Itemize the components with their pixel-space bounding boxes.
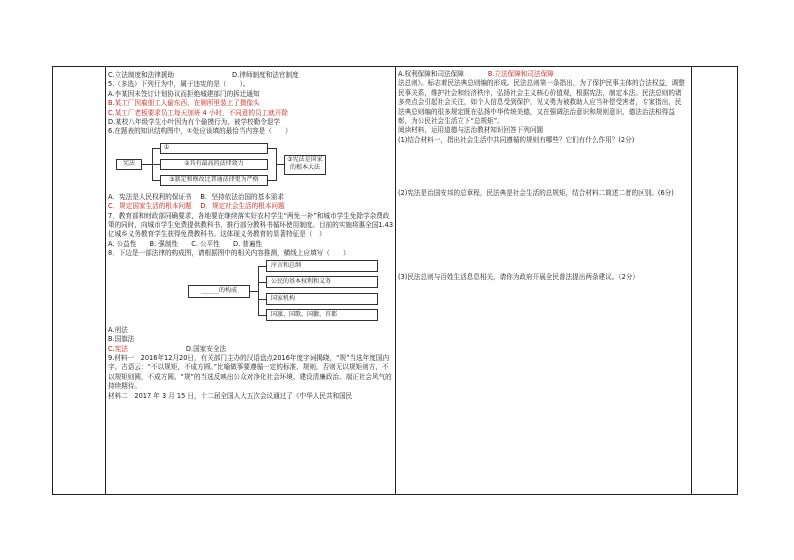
q7-options: A. 公益性 B. 强制性 C. 公平性 D. 普遍性 <box>108 239 263 248</box>
q8-option-b: B.国旗法 <box>108 335 135 344</box>
q8-option-a: A.刑法 <box>108 325 128 334</box>
diagram-branch-3: ③制定和修改比普通法律更为严格 <box>160 175 268 186</box>
q9-material-2: 材料二 2017 年 3 月 15 日，十二届全国人大五次会议通过了《中华人民共和国民 <box>108 391 353 400</box>
diagram-branch-2: ②具有最高的法律效力 <box>160 159 268 170</box>
diagram-branch-1: ① <box>160 143 268 154</box>
q4-options: C.立法制度和法律援助 D.律师制度和法官制度 <box>108 71 299 79</box>
q7-text: 7．教育部和财政部同确要求，各地要在继续落实好农村学生“两免一补”和城市学生免除学杂费政策的同时，向城市学生免费提供教科书，推行部分教科书循环使用制度。目前的实施将惠全国1.43亿城乡义务教育学生获得免费教科书。这体现义务教育的显著特征是（ ） <box>108 211 394 239</box>
diagram-result: ③宪法是国家的根本大法 <box>284 155 326 175</box>
left-question-column <box>108 67 394 401</box>
right-question-column <box>398 67 688 282</box>
column-divider <box>691 67 692 494</box>
diagram-root: 宪法 <box>116 159 142 170</box>
q8-law-structure-diagram <box>108 260 394 324</box>
q5-option-c: C.某工厂老板要求员工每天加班 4 小时，不同意的员工就开除 <box>108 108 288 117</box>
q6-knowledge-diagram <box>108 139 394 191</box>
q5-stem: 5.（多选）下列行为中，属于违宪的是（ ）。 <box>108 80 250 89</box>
q5-option-a: A.李某因未签订计划协议而拒绝城建部门的拆迁通知 <box>108 89 260 98</box>
q9-material-1: 9.材料一 2016年12月20日，有关部门主办的汉语盘点2016年度字词揭晓，“规”当选年度国内字。古语云：“不以规矩，不成方圆。”比喻做事要遵循一定的标准、规则，否则无以规矩则方，不以规矩则圆，不成方圆。“规”的当选反映出公众对净化社会环境、建设清廉政治、端正社会风气的持续期待。 <box>108 353 392 391</box>
q6-stem: 6.在题表的知识结构图中，①处应该填的最恰当内容是（ ） <box>108 127 292 136</box>
diagram-item-4: 国旗、国歌、国徽、首都 <box>266 309 378 321</box>
material-2-continued: 法总则》。标志着民法典总则编的形成。民法总则第一条指出，为了保护民事主体的合法权益，调整民事关系，维护社会和经济秩序，弘扬社会主义核心价值观，根据宪法，制定本法。民法总则的诸多亮点会引起社会关注，如个人信息受到保护，见义勇为被救助人应当补偿受害者，专家指出，民法典总则编的很多规定既在弘扬中华传统美德，又在强调法治意识和规则意识，德法治法相得益彰，为公民社会生活立下“总规矩”。 <box>398 79 685 126</box>
q6-option-ab: A．宪法是人民权利的保证书 B．坚持依法治国的基本需求 <box>108 192 284 201</box>
q8-stem: 8．下边是一部法律的构成图，请根据图中的相关内容推测，横线上应填写（ ） <box>108 249 350 258</box>
diagram-center: ______的构成 <box>188 285 250 298</box>
sub-question-3: (3)民法总则与百姓生活息息相关，请你为政府开展全民普法提出两条建议。（2分） <box>398 272 640 281</box>
reading-instruction: 阅读材料，运用道德与法治教材知识回答下列问题 <box>398 126 544 135</box>
previous-options-line: A.权利保障和司法保障 B.立法保障和司法保障 <box>398 70 554 78</box>
q8-option-cd: C.宪法 D.国家安全法 <box>108 344 227 353</box>
worksheet-table <box>52 66 738 495</box>
q5-option-d: D.某校八年级学生小叶因为有个偷摸行为，被学校勒令退学 <box>108 118 281 127</box>
q6-option-cd: C．规定国家生活的根本问题 D．规定社会生活的根本问题 <box>108 202 285 211</box>
column-divider <box>105 67 106 494</box>
sub-question-1: (1)结合材料一，指出社会生活中共同遵循的规则有哪些？它们有什么作用？(2分) <box>398 135 635 144</box>
sub-question-2: (2)宪法是治国安邦的总章程，民法典是社会生活的总规矩，结合材料二简述二者的区别。(6分) <box>398 189 674 198</box>
diagram-item-1: 序言和总纲 <box>266 260 378 272</box>
diagram-item-3: 国家机构 <box>266 293 378 305</box>
q5-option-b: B.某工厂因雇佃工人偷东西，在厕所里装上了摄像头 <box>108 99 260 108</box>
column-divider <box>395 67 396 494</box>
diagram-item-2: 公民的基本权利和义务 <box>266 276 378 288</box>
